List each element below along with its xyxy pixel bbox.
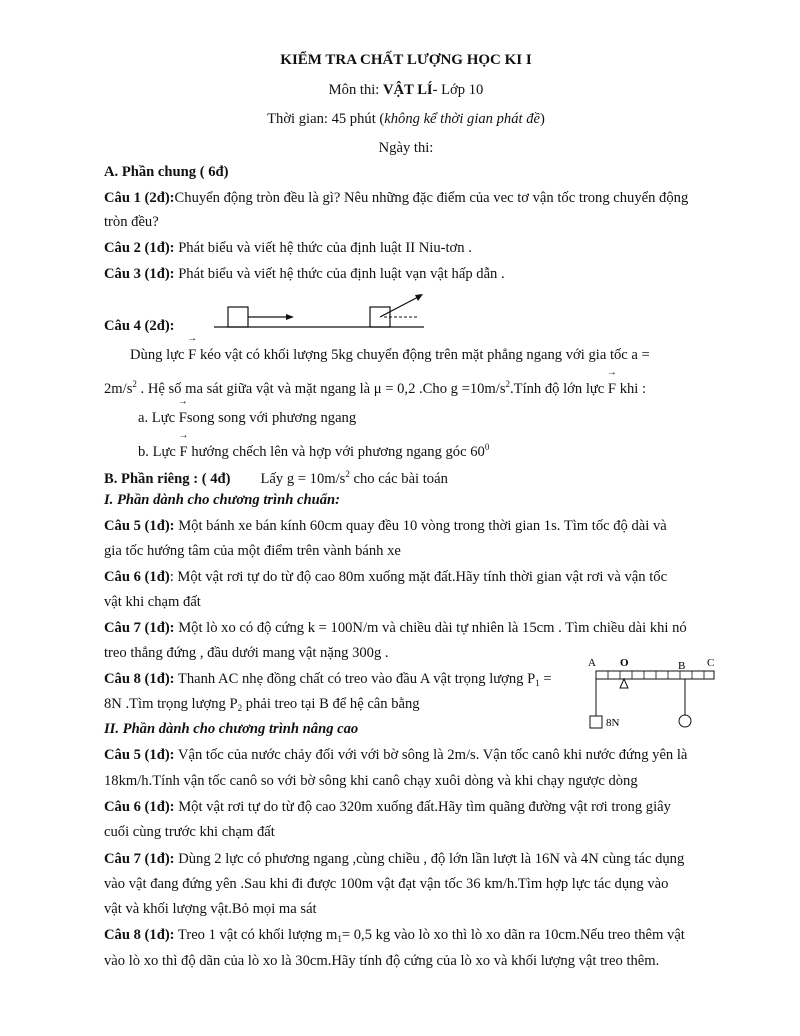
lever-bar	[596, 671, 714, 679]
time-line: Thời gian: 45 phút (không kể thời gian phát đề)	[267, 111, 545, 127]
part-1-question-5: Câu 5 (1đ): Một bánh xe bán kính 60cm quay đều 10 vòng trong thời gian 1s. Tìm tốc độ dài và	[104, 518, 667, 534]
question-3: Câu 3 (1đ): Phát biểu và viết hệ thức của định luật vạn vật hấp dẫn .	[104, 266, 505, 282]
question-2: Câu 2 (1đ): Phát biểu và viết hệ thức của định luật II Niu-tơn .	[104, 240, 472, 256]
vector-f: → F	[180, 442, 188, 462]
part-1-question-8-cont: 8N .Tìm trọng lượng $P_2$ phải treo tại B để hệ cân bằng	[104, 696, 420, 713]
part-1-question-6: Câu 6 (1đ): Một vật rơi tự do từ độ cao 80m xuống mặt đất.Hãy tính thời gian vật rơi và vận tốc	[104, 569, 668, 585]
part-2-question-8-cont: vào lò xo thì độ dãn của lò xo là 30cm.Hãy tính độ cứng của lò xo và khối lượng vật treo thêm.	[104, 953, 660, 969]
section-b-heading: B. Phần riêng : ( 4đ) Lấy $g = 10m/s^2$ cho các bài toán	[104, 469, 448, 487]
part-1-question-7-cont: treo thẳng đứng , đầu dưới mang vật nặng 300g .	[104, 645, 389, 661]
label-b: B	[678, 660, 686, 672]
part-1-question-5-cont: gia tốc hướng tâm của một điểm trên vành bánh xe	[104, 543, 401, 559]
question-1-cont: tròn đều?	[104, 214, 159, 230]
part-2-question-8: Câu 8 (1đ): Treo 1 vật có khối lượng $m_1= 0,5$ kg vào lò xo thì lò xo dãn ra 10cm.Nếu treo thêm vật	[104, 927, 685, 944]
part-1-question-8: Câu 8 (1đ): Thanh AC nhẹ đồng chất có treo vào đầu A vật trọng lượng $P_1$ =	[104, 671, 552, 688]
exam-date: Ngày thi:	[378, 140, 434, 156]
label-c: C	[707, 657, 715, 669]
label-o: O	[620, 657, 629, 669]
arrowhead-horizontal	[286, 314, 294, 320]
subject-line: Môn thi: VẬT LÍ- Lớp 10	[328, 82, 484, 98]
question-4-figure	[212, 292, 432, 332]
question-1: Câu 1 (2đ):Chuyển động tròn đều là gì? Nêu những đặc điểm của vec tơ vận tốc trong chuyển động	[104, 190, 689, 206]
weight-label: 8N	[606, 717, 620, 729]
part-2-question-6: Câu 6 (1đ): Một vật rơi tự do từ độ cao 320m xuống đất.Hãy tìm quãng đường vật rơi trong giây	[104, 799, 671, 815]
question-4-para-1: Dùng lực → F kéo vật có khối lượng 5kg chuyển động trên mặt phẳng ngang với gia tốc a =	[130, 345, 708, 365]
vector-f: → F	[188, 345, 196, 365]
part-1-question-6-cont: vật khi chạm đất	[104, 594, 201, 610]
part-2-heading: II. Phần dành cho chương trình nâng cao	[104, 721, 359, 737]
question-4-label: Câu 4 (2đ):	[104, 318, 175, 334]
part-2-question-7-cont-2: vật và khối lượng vật.Bỏ mọi ma sát	[104, 901, 317, 917]
part-1-heading: I. Phần dành cho chương trình chuẩn:	[104, 492, 340, 508]
part-2-question-5: Câu 5 (1đ): Vận tốc của nước chảy đối với với bờ sông là 2m/s. Vận tốc canô khi nước đứng yên là	[104, 747, 688, 763]
block-1	[228, 307, 248, 327]
part-2-question-7: Câu 7 (1đ): Dùng 2 lực có phương ngang ,cùng chiều , độ lớn lần lượt là 16N và 4N cùng tác dụng	[104, 851, 685, 867]
part-2-question-5-cont: 18km/h.Tính vận tốc canô so với bờ sông khi canô chạy xuôi dòng và khi chạy ngược dòng	[104, 773, 638, 789]
label-a: A	[588, 657, 596, 669]
section-a-heading: A. Phần chung ( 6đ)	[104, 164, 229, 180]
part-2-question-7-cont: vào vật đang đứng yên .Sau khi đi được 100m vật đạt vận tốc 36 km/h.Tìm hợp lực tác dụng vào	[104, 876, 669, 892]
question-4-para-2: $2m/s^2$ . Hệ số ma sát giữa vật và mặt ngang là μ = 0,2 .Cho $g =10m/s^2.Tính$ độ lớn lực → F khi :	[104, 374, 708, 399]
question-4a: a. Lực → Fsong song với phương ngang	[138, 408, 708, 428]
vector-f: → F	[608, 379, 616, 399]
lever-divisions	[608, 671, 704, 679]
question-4b: b. Lực → F hướng chếch lên và hợp với phương ngang góc $60^0$	[138, 437, 708, 462]
vector-f: → F	[179, 408, 187, 428]
part-2-question-6-cont: cuối cùng trước khi chạm đất	[104, 824, 275, 840]
exam-title: KIỂM TRA CHẤT LƯỢNG HỌC KI I	[280, 52, 532, 68]
pivot-triangle	[620, 679, 628, 688]
part-1-question-7: Câu 7 (1đ): Một lò xo có độ cứng k = 100N/m và chiều dài tự nhiên là 15cm . Tìm chiều dài khi nó	[104, 620, 687, 636]
